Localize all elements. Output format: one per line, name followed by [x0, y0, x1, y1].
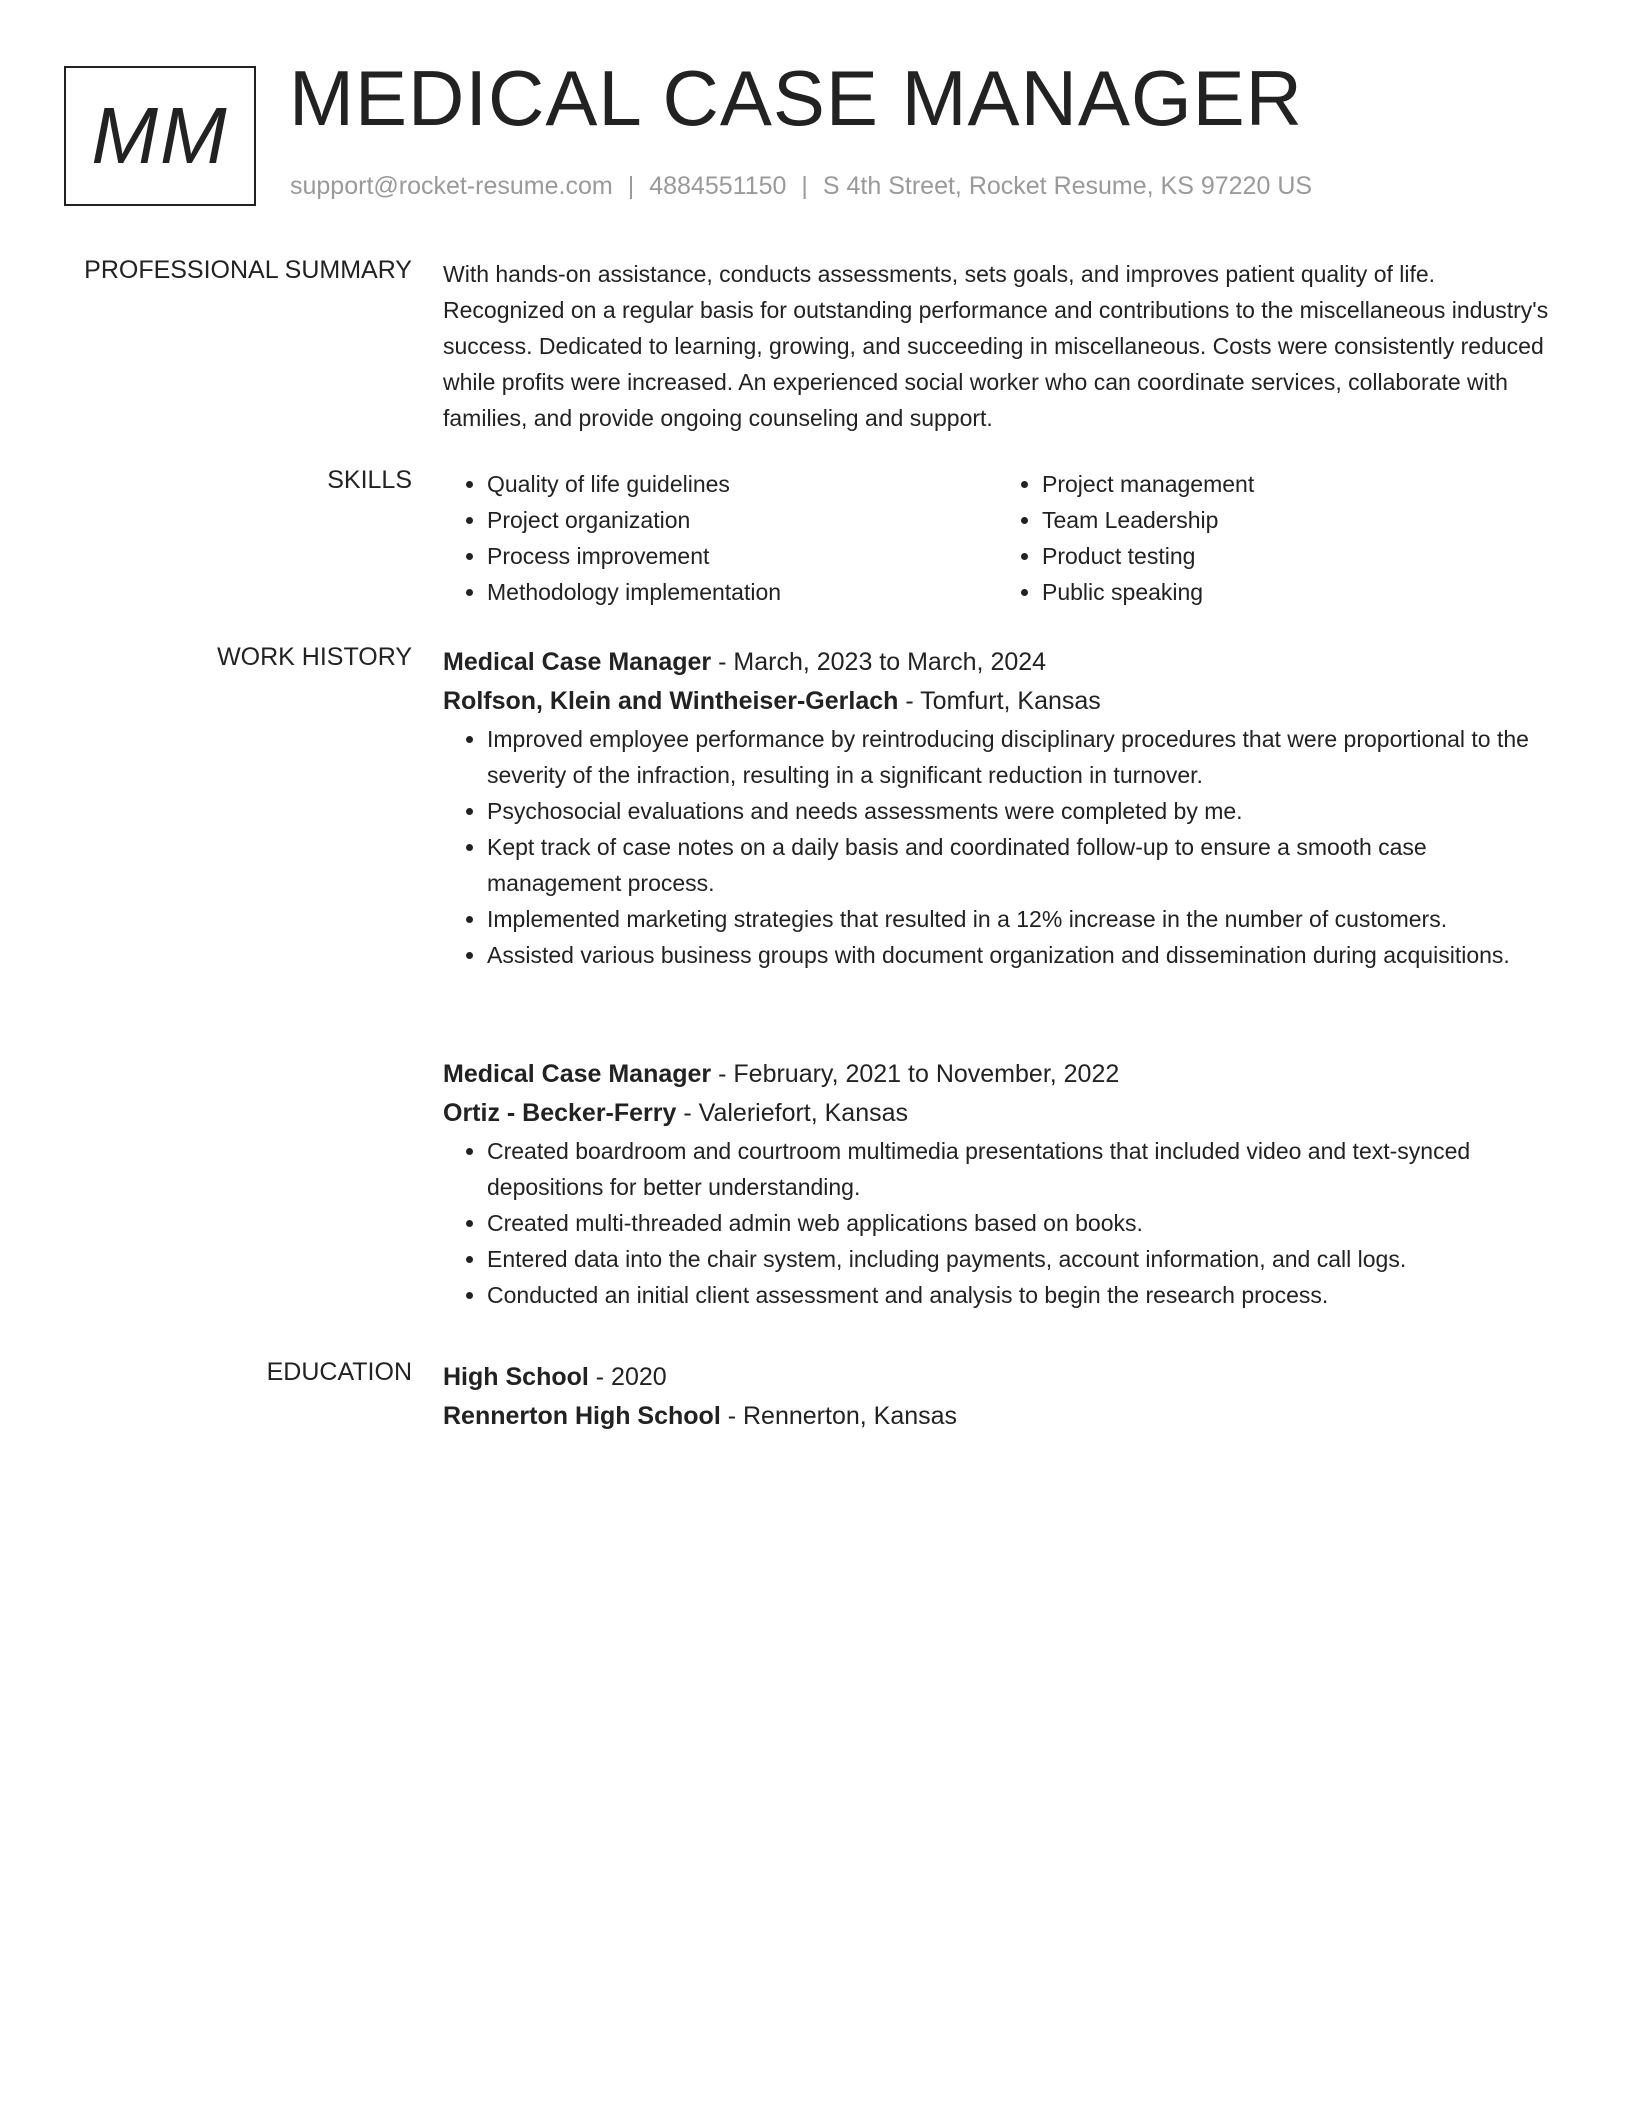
page-title: MEDICAL CASE MANAGER	[289, 54, 1303, 142]
skill-item: • Quality of life guidelines	[487, 466, 998, 502]
job-company-line	[443, 1094, 1553, 1133]
contact-email: support@rocket-resume.com	[290, 172, 613, 200]
skills-body	[443, 466, 1553, 610]
education-school-line	[443, 1397, 1553, 1436]
job-title: Medical Case Manager	[443, 1060, 712, 1088]
skill-item: • Project management	[1042, 466, 1553, 502]
job-company: Ortiz - Becker-Ferry	[443, 1099, 677, 1127]
work-history-heading: WORK HISTORY	[217, 643, 412, 671]
job-bullet: • Psychosocial evaluations and needs assessments were completed by me.	[487, 793, 1553, 829]
job-title-line	[443, 1055, 1553, 1094]
education-degree: High School	[443, 1363, 589, 1391]
job-entry	[443, 1055, 1553, 1313]
skills-list-left	[443, 466, 998, 610]
skill-item: • Project organization	[487, 502, 998, 538]
job-bullet: • Entered data into the chair system, including payments, account information, and call logs.	[487, 1241, 1553, 1277]
summary-text: With hands-on assistance, conducts assessments, sets goals, and improves patient quality of life. Recognized on a regular basis for outstanding performance and contributions to the miscellaneous industry's success. Dedicated to learning, growing, and succeeding in miscellaneous. Costs were consistently reduced while profits were increased. An experienced social worker who can coordinate services, collaborate with families, and provide ongoing counseling and support.	[443, 261, 1549, 431]
job-title: Medical Case Manager	[443, 648, 712, 676]
skill-item: • Public speaking	[1042, 574, 1553, 610]
job-title-line	[443, 643, 1553, 682]
skill-item: • Process improvement	[487, 538, 998, 574]
job-company-line	[443, 682, 1553, 721]
education-degree-line	[443, 1358, 1553, 1397]
education-school: Rennerton High School	[443, 1402, 721, 1430]
summary-heading: PROFESSIONAL SUMMARY	[84, 256, 412, 284]
skill-item: • Product testing	[1042, 538, 1553, 574]
job-company: Rolfson, Klein and Wintheiser-Gerlach	[443, 687, 899, 715]
job-dates: - February, 2021 to November, 2022	[711, 1060, 1120, 1088]
skills-list-right	[998, 466, 1553, 610]
skills-heading: SKILLS	[327, 466, 412, 494]
education-location: - Rennerton, Kansas	[720, 1402, 958, 1430]
job-bullet: • Kept track of case notes on a daily basis and coordinated follow-up to ensure a smooth case management process.	[487, 829, 1553, 901]
education-year: - 2020	[588, 1363, 667, 1391]
job-bullet-list	[443, 1133, 1553, 1313]
job-bullet: • Improved employee performance by reintroducing disciplinary procedures that were proportional to the severity of the infraction, resulting in a significant reduction in turnover.	[487, 721, 1553, 793]
job-bullet: • Implemented marketing strategies that resulted in a 12% increase in the number of customers.	[487, 901, 1553, 937]
job-location: - Valeriefort, Kansas	[676, 1099, 909, 1127]
job-bullet: • Created boardroom and courtroom multimedia presentations that included video and text-synced depositions for better understanding.	[487, 1133, 1553, 1205]
job-dates: - March, 2023 to March, 2024	[711, 648, 1047, 676]
job-entry	[443, 643, 1553, 973]
job-bullet-list	[443, 721, 1553, 973]
skill-item: • Methodology implementation	[487, 574, 998, 610]
monogram-box	[64, 66, 256, 206]
summary-body	[443, 256, 1553, 436]
skill-item: • Team Leadership	[1042, 502, 1553, 538]
job-bullet: • Conducted an initial client assessment and analysis to begin the research process.	[487, 1277, 1553, 1313]
job-location: - Tomfurt, Kansas	[898, 687, 1101, 715]
contact-line	[290, 172, 1312, 201]
job-bullet: • Assisted various business groups with document organization and dissemination during acquisitions.	[487, 937, 1553, 973]
monogram-initials: MM	[91, 91, 229, 180]
contact-separator: |	[801, 172, 808, 200]
contact-separator: |	[627, 172, 635, 200]
contact-phone: 4884551150	[649, 172, 787, 200]
education-body	[443, 1358, 1553, 1436]
contact-address: S 4th Street, Rocket Resume, KS 97220 US	[822, 172, 1313, 200]
education-heading: EDUCATION	[266, 1358, 412, 1386]
job-bullet: • Created multi-threaded admin web applications based on books.	[487, 1205, 1553, 1241]
